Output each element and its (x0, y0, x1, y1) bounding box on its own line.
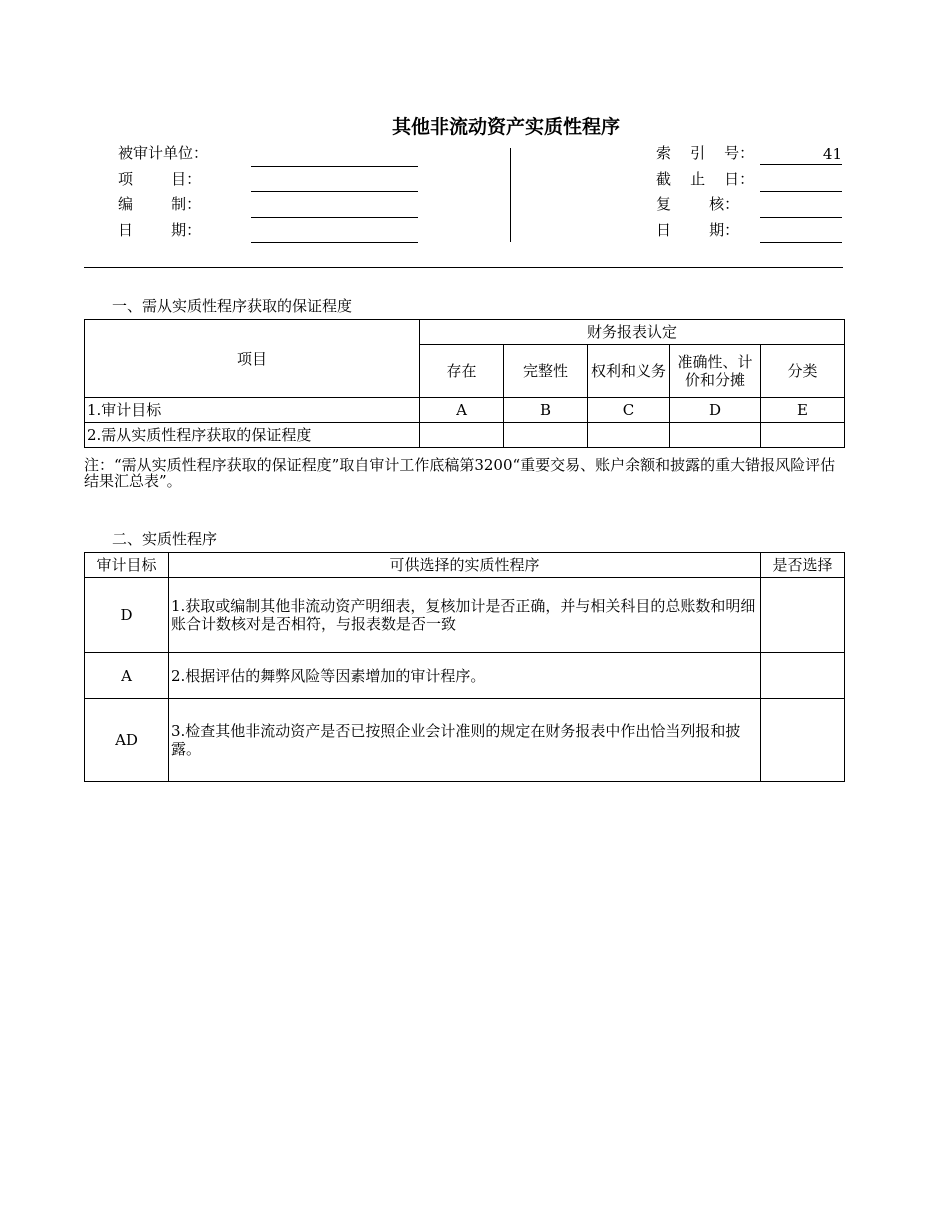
section1-note: 注：“需从实质性程序获取的保证程度”取自审计工作底稿第3200“重要交易、账户余额和披露的重大错报风险评估结果汇总表”。 (84, 456, 836, 490)
table-row (85, 423, 845, 448)
col-procedure-header: 可供选择的实质性程序 (169, 553, 761, 578)
objective-cell: A (85, 653, 169, 699)
index-field[interactable]: 41 (760, 144, 842, 165)
assertion-existence: 存在 (420, 345, 504, 398)
reviewer-field[interactable] (760, 197, 842, 218)
procedure-cell: 3.检查其他非流动资产是否已按照企业会计准则的规定在财务报表中作出恰当列报和披露。 (169, 699, 761, 782)
header-rule (84, 267, 843, 268)
cell: A (420, 398, 504, 423)
cell: C (588, 398, 670, 423)
assertion-rights: 权利和义务 (588, 345, 670, 398)
header-label-date-left: 日 期： (118, 221, 202, 239)
item-field[interactable] (251, 171, 418, 192)
procedure-cell: 2.根据评估的舞弊风险等因素增加的审计程序。 (169, 653, 761, 699)
table-row (85, 653, 845, 699)
cell-input[interactable] (761, 423, 845, 448)
section1-heading: 一、需从实质性程序获取的保证程度 (112, 297, 353, 315)
section2-heading: 二、实质性程序 (112, 530, 218, 548)
selected-cell[interactable] (761, 699, 845, 782)
date-field-left[interactable] (251, 222, 418, 243)
cell-input[interactable] (420, 423, 504, 448)
table-row (85, 699, 845, 782)
procedures-table (84, 552, 845, 782)
assertion-completeness: 完整性 (504, 345, 588, 398)
table-row (85, 398, 845, 423)
cutoff-field[interactable] (760, 171, 842, 192)
header-label-cutoff: 截 止 日： (656, 170, 755, 188)
page-title: 其他非流动资产实质性程序 (391, 116, 620, 138)
row-label-objective: 1.审计目标 (85, 398, 420, 423)
objective-cell: AD (85, 699, 169, 782)
cell: D (670, 398, 761, 423)
cell-input[interactable] (588, 423, 670, 448)
assertion-group-header: 财务报表认定 (420, 320, 845, 345)
header-label-item: 项 目： (118, 170, 202, 188)
header-label-date-right: 日 期： (656, 221, 740, 239)
table-row (85, 578, 845, 653)
cell-input[interactable] (670, 423, 761, 448)
header-label-preparer: 编 制： (118, 195, 202, 213)
col-item-header: 项目 (85, 320, 420, 398)
cell: E (761, 398, 845, 423)
assertion-accuracy: 准确性、计价和分摊 (670, 345, 761, 398)
header-divider (510, 148, 511, 242)
row-label-assurance: 2.需从实质性程序获取的保证程度 (85, 423, 420, 448)
procedure-cell: 1.获取或编制其他非流动资产明细表，复核加计是否正确，并与相关科目的总账数和明细账合计数核对是否相符，与报表数是否一致 (169, 578, 761, 653)
auditee-field[interactable] (251, 146, 418, 167)
date-field-right[interactable] (760, 222, 842, 243)
selected-cell[interactable] (761, 653, 845, 699)
header-label-reviewer: 复 核： (656, 195, 740, 213)
header-label-index: 索 引 号： (656, 144, 755, 162)
preparer-field[interactable] (251, 197, 418, 218)
cell-input[interactable] (504, 423, 588, 448)
col-objective-header: 审计目标 (85, 553, 169, 578)
header-label-auditee: 被审计单位： (118, 144, 209, 162)
assurance-table (84, 319, 845, 448)
assertion-classification: 分类 (761, 345, 845, 398)
col-selected-header: 是否选择 (761, 553, 845, 578)
cell: B (504, 398, 588, 423)
objective-cell: D (85, 578, 169, 653)
selected-cell[interactable] (761, 578, 845, 653)
